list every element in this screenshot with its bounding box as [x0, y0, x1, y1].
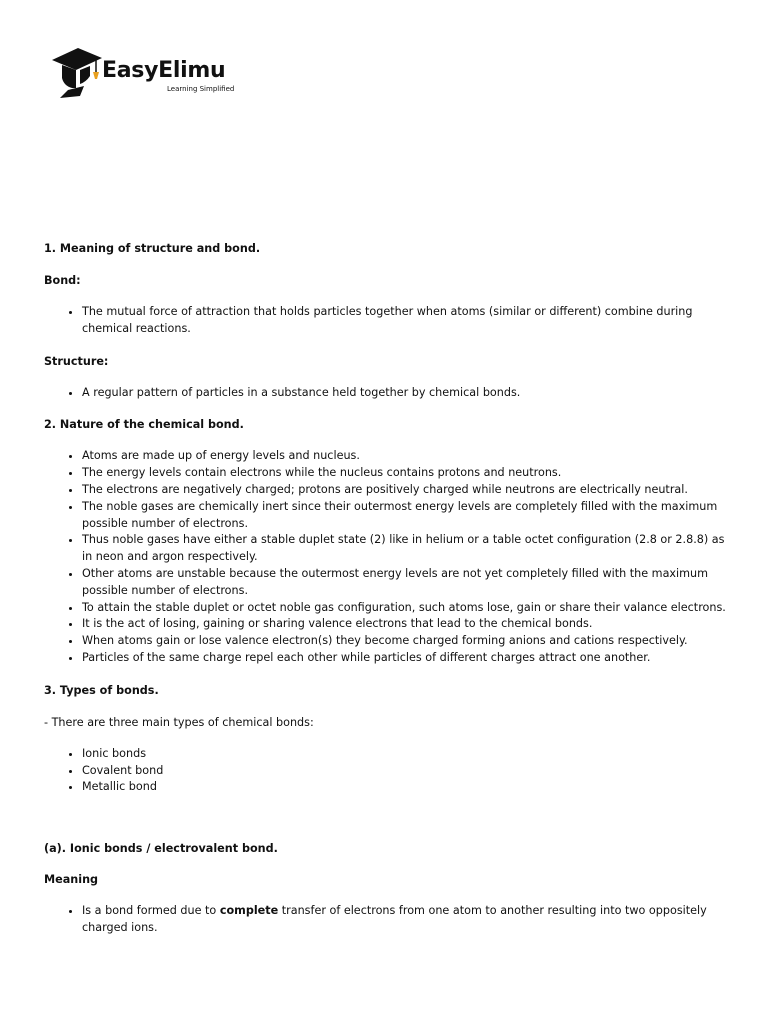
- list-item: • Other atoms are unstable because the outermost energy levels are not yet completely filled with the maximum possible number of electrons.: [82, 566, 734, 600]
- meaning-list: [44, 903, 734, 937]
- list-item: • Covalent bond: [82, 763, 734, 780]
- bond-label: Bond:: [44, 274, 81, 287]
- structure-label: Structure:: [44, 354, 109, 368]
- list-item: • It is the act of losing, gaining or sharing valence electrons that lead to the chemical bonds.: [82, 616, 734, 633]
- list-item: • Ionic bonds: [82, 746, 734, 763]
- list-item: • To attain the stable duplet or octet noble gas configuration, such atoms lose, gain or share their valance electrons.: [82, 600, 734, 617]
- list-item: [82, 903, 734, 937]
- list-item: • When atoms gain or lose valence electron(s) they become charged forming anions and cations respectively.: [82, 633, 734, 650]
- graduation-cap-icon: [50, 46, 110, 100]
- list-item: • Atoms are made up of energy levels and nucleus.: [82, 448, 734, 465]
- meaning-text-after: transfer of electrons from one atom to another resulting into two oppositely charged ions.: [82, 904, 707, 934]
- list-item: • Particles of the same charge repel each other while particles of different charges attract one another.: [82, 650, 734, 667]
- list-item: • The electrons are negatively charged; protons are positively charged while neutrons are electrically neutral.: [82, 482, 734, 499]
- meaning-text-before: Is a bond formed due to: [82, 904, 220, 918]
- section-3-heading: 3. Types of bonds.: [44, 683, 159, 697]
- types-intro: - There are three main types of chemical bonds:: [44, 715, 314, 729]
- types-list: [44, 746, 734, 796]
- list-item: • The noble gases are chemically inert since their outermost energy levels are completely filled with the maximum possible number of electrons.: [82, 499, 734, 533]
- bond-list: [44, 304, 734, 338]
- meaning-label: Meaning: [44, 873, 99, 887]
- list-item: • The energy levels contain electrons while the nucleus contains protons and neutrons.: [82, 465, 734, 482]
- easyelimu-logo: [50, 46, 250, 100]
- section-2-heading: 2. Nature of the chemical bond.: [44, 418, 244, 432]
- section-1-heading: 1. Meaning of structure and bond.: [44, 242, 261, 255]
- list-item: • A regular pattern of particles in a substance held together by chemical bonds.: [82, 385, 734, 402]
- structure-list: [44, 385, 734, 402]
- logo-tagline: Learning Simplified: [167, 85, 235, 93]
- list-item: • Metallic bond: [82, 779, 734, 796]
- logo-name: EasyElimu: [102, 58, 226, 83]
- meaning-emphasis: complete: [219, 904, 279, 918]
- list-item: • Thus noble gases have either a stable duplet state (2) like in helium or a table octet configuration (2.8 or 2.8.8) as in neon and argon respectively.: [82, 532, 734, 566]
- document-body: [44, 240, 734, 937]
- list-item: • The mutual force of attraction that holds particles together when atoms (similar or different) combine during chemical reactions.: [82, 304, 734, 338]
- nature-list: [44, 448, 734, 666]
- ionic-bonds-heading: (a). Ionic bonds / electrovalent bond.: [44, 842, 278, 856]
